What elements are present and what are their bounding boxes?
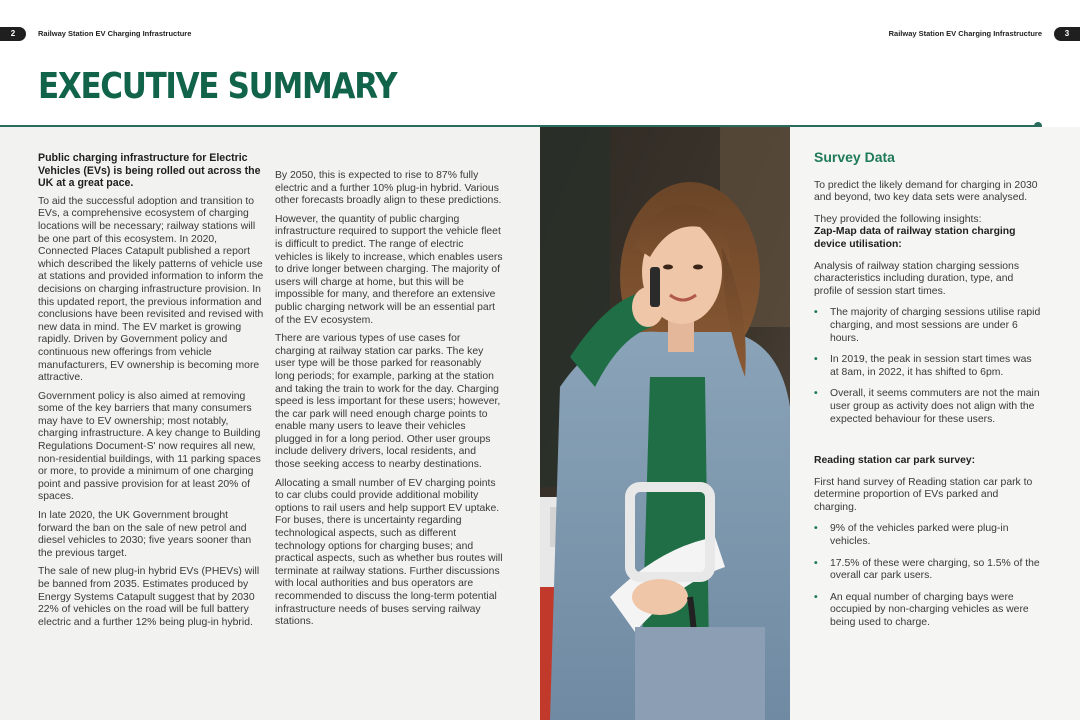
reading-bullet-list (814, 523, 1042, 629)
survey-title: Survey Data (814, 149, 895, 165)
list-item: • Overall, it seems commuters are not the main user group as activity does not align with the expected behaviour for these users. (814, 388, 1042, 426)
reading-text: First hand survey of Reading station car park to determine proportion of EVs parked and charging. (814, 476, 1033, 513)
body-paragraph: However, the quantity of public charging infrastructure required to support the vehicle fleet is difficult to predict. The range of electric vehicles is likely to increase, which enables users to drive longer between charging. The majority of users will charge at home, but this will be impossible for many, and therefore an extensive public charging network will be an essential part of the EV ecosystem. (275, 213, 503, 326)
list-item: • 9% of the vehicles parked were plug-in vehicles. (814, 523, 1042, 548)
reading-heading: Reading station car park survey: (814, 455, 976, 467)
zapmap-text: Analysis of railway station charging sessions characteristics including duration, type, and profile of session start times. (814, 260, 1020, 297)
survey-content (814, 151, 1042, 639)
body-paragraph: Allocating a small number of EV charging points to car clubs could provide additional mobility options to rail users and help support EV uptake. For buses, there is uncertainty regarding technological aspects, such as different technology options for charging buses; and practical aspects, such as whether bus routes will terminate at railway stations. Further discussions with local authorities and bus operators are recommended to discuss the long-term potential infrastructure needs of buses serving railway stations. (275, 477, 503, 628)
page-header (0, 27, 1080, 43)
page-number-right: 3 (1054, 27, 1080, 41)
header-title-right: Railway Station EV Charging Infrastructure (888, 29, 1042, 38)
body-paragraph: The sale of new plug-in hybrid EVs (PHEVs) will be banned from 2035. Estimates produced by Energy Systems Catapult suggest that by 2030 22% of vehicles on the road will be full battery electric and a further 12% being plug-in hybrid. (38, 566, 260, 628)
text-column-2 (275, 170, 503, 635)
survey-intro: To predict the likely demand for charging in 2030 and beyond, two key data sets were analysed. (814, 179, 1038, 204)
page-number-left: 2 (0, 27, 26, 41)
zapmap-bullet-list (814, 307, 1042, 426)
list-item: • 17.5% of these were charging, so 1.5% of the overall car park users. (814, 558, 1042, 583)
header-title-left: Railway Station EV Charging Infrastructure (38, 29, 192, 38)
ev-charging-photo (540, 127, 790, 720)
spacer (814, 435, 1042, 455)
body-paragraph: By 2050, this is expected to rise to 87% fully electric and a further 10% plug-in hybrid. Various other forecasts broadly align to these predictions. (275, 170, 502, 207)
body-paragraph: There are various types of use cases for charging at railway station car parks. The key user type will be those parked for reasonably long periods; for example, parking at the station and taking the train to work for the day. Charging speed is less important for these users; however, the car park will need enough charge points to enable many users to leave their vehicles plugged in for a long period. Other user groups include delivery drivers, local residents, and those seeking access to nearby destinations. (275, 333, 501, 471)
page-title: EXECUTIVE SUMMARY (38, 66, 397, 107)
text-column-1 (38, 152, 264, 635)
survey-insights-intro: They provided the following insights: (814, 213, 982, 225)
body-paragraph: Government policy is also aimed at removing some of the key barriers that many consumers may have to EV ownership; most notably, charging infrastructure. A key change to Building Regulations Document-S' now requires all new, non-residential buildings, with 11 parking spaces or more, to provide a minimum of one charging point and passive provision for at least 20% of spaces. (38, 390, 261, 503)
list-item: • The majority of charging sessions utilise rapid charging, and most sessions are under 6 hours. (814, 307, 1042, 345)
survey-data-panel (790, 127, 1080, 720)
zapmap-heading: Zap-Map data of railway station charging device utilisation: (814, 226, 1016, 250)
list-item: • An equal number of charging bays were occupied by non-charging vehicles as were being used to charge. (814, 592, 1042, 630)
list-item: • In 2019, the peak in session start times was at 8am, in 2022, it has shifted to 6pm. (814, 354, 1042, 379)
lead-paragraph: Public charging infrastructure for Electric Vehicles (EVs) is being rolled out across the UK at a great pace. (38, 152, 261, 190)
body-paragraph: In late 2020, the UK Government brought forward the ban on the sale of new petrol and diesel vehicles to 2030; five years sooner than the previous target. (38, 510, 252, 559)
body-paragraph: To aid the successful adoption and transition to EVs, a comprehensive ecosystem of charging locations will be necessary; railway stations will be one part of this ecosystem. In 2020, Connected Places Catapult published a report which described the likely patterns of vehicle use at stations and provided information to inform the decisions on charging infrastructure provision. In this updated report, the previous information and conclusions have been revisited and revised with new data in mind. The EV market is growing rapidly. Driven by Government policy and continuous new offerings from vehicle manufacturers, EV ownership is becoming more attractive. (38, 195, 264, 384)
